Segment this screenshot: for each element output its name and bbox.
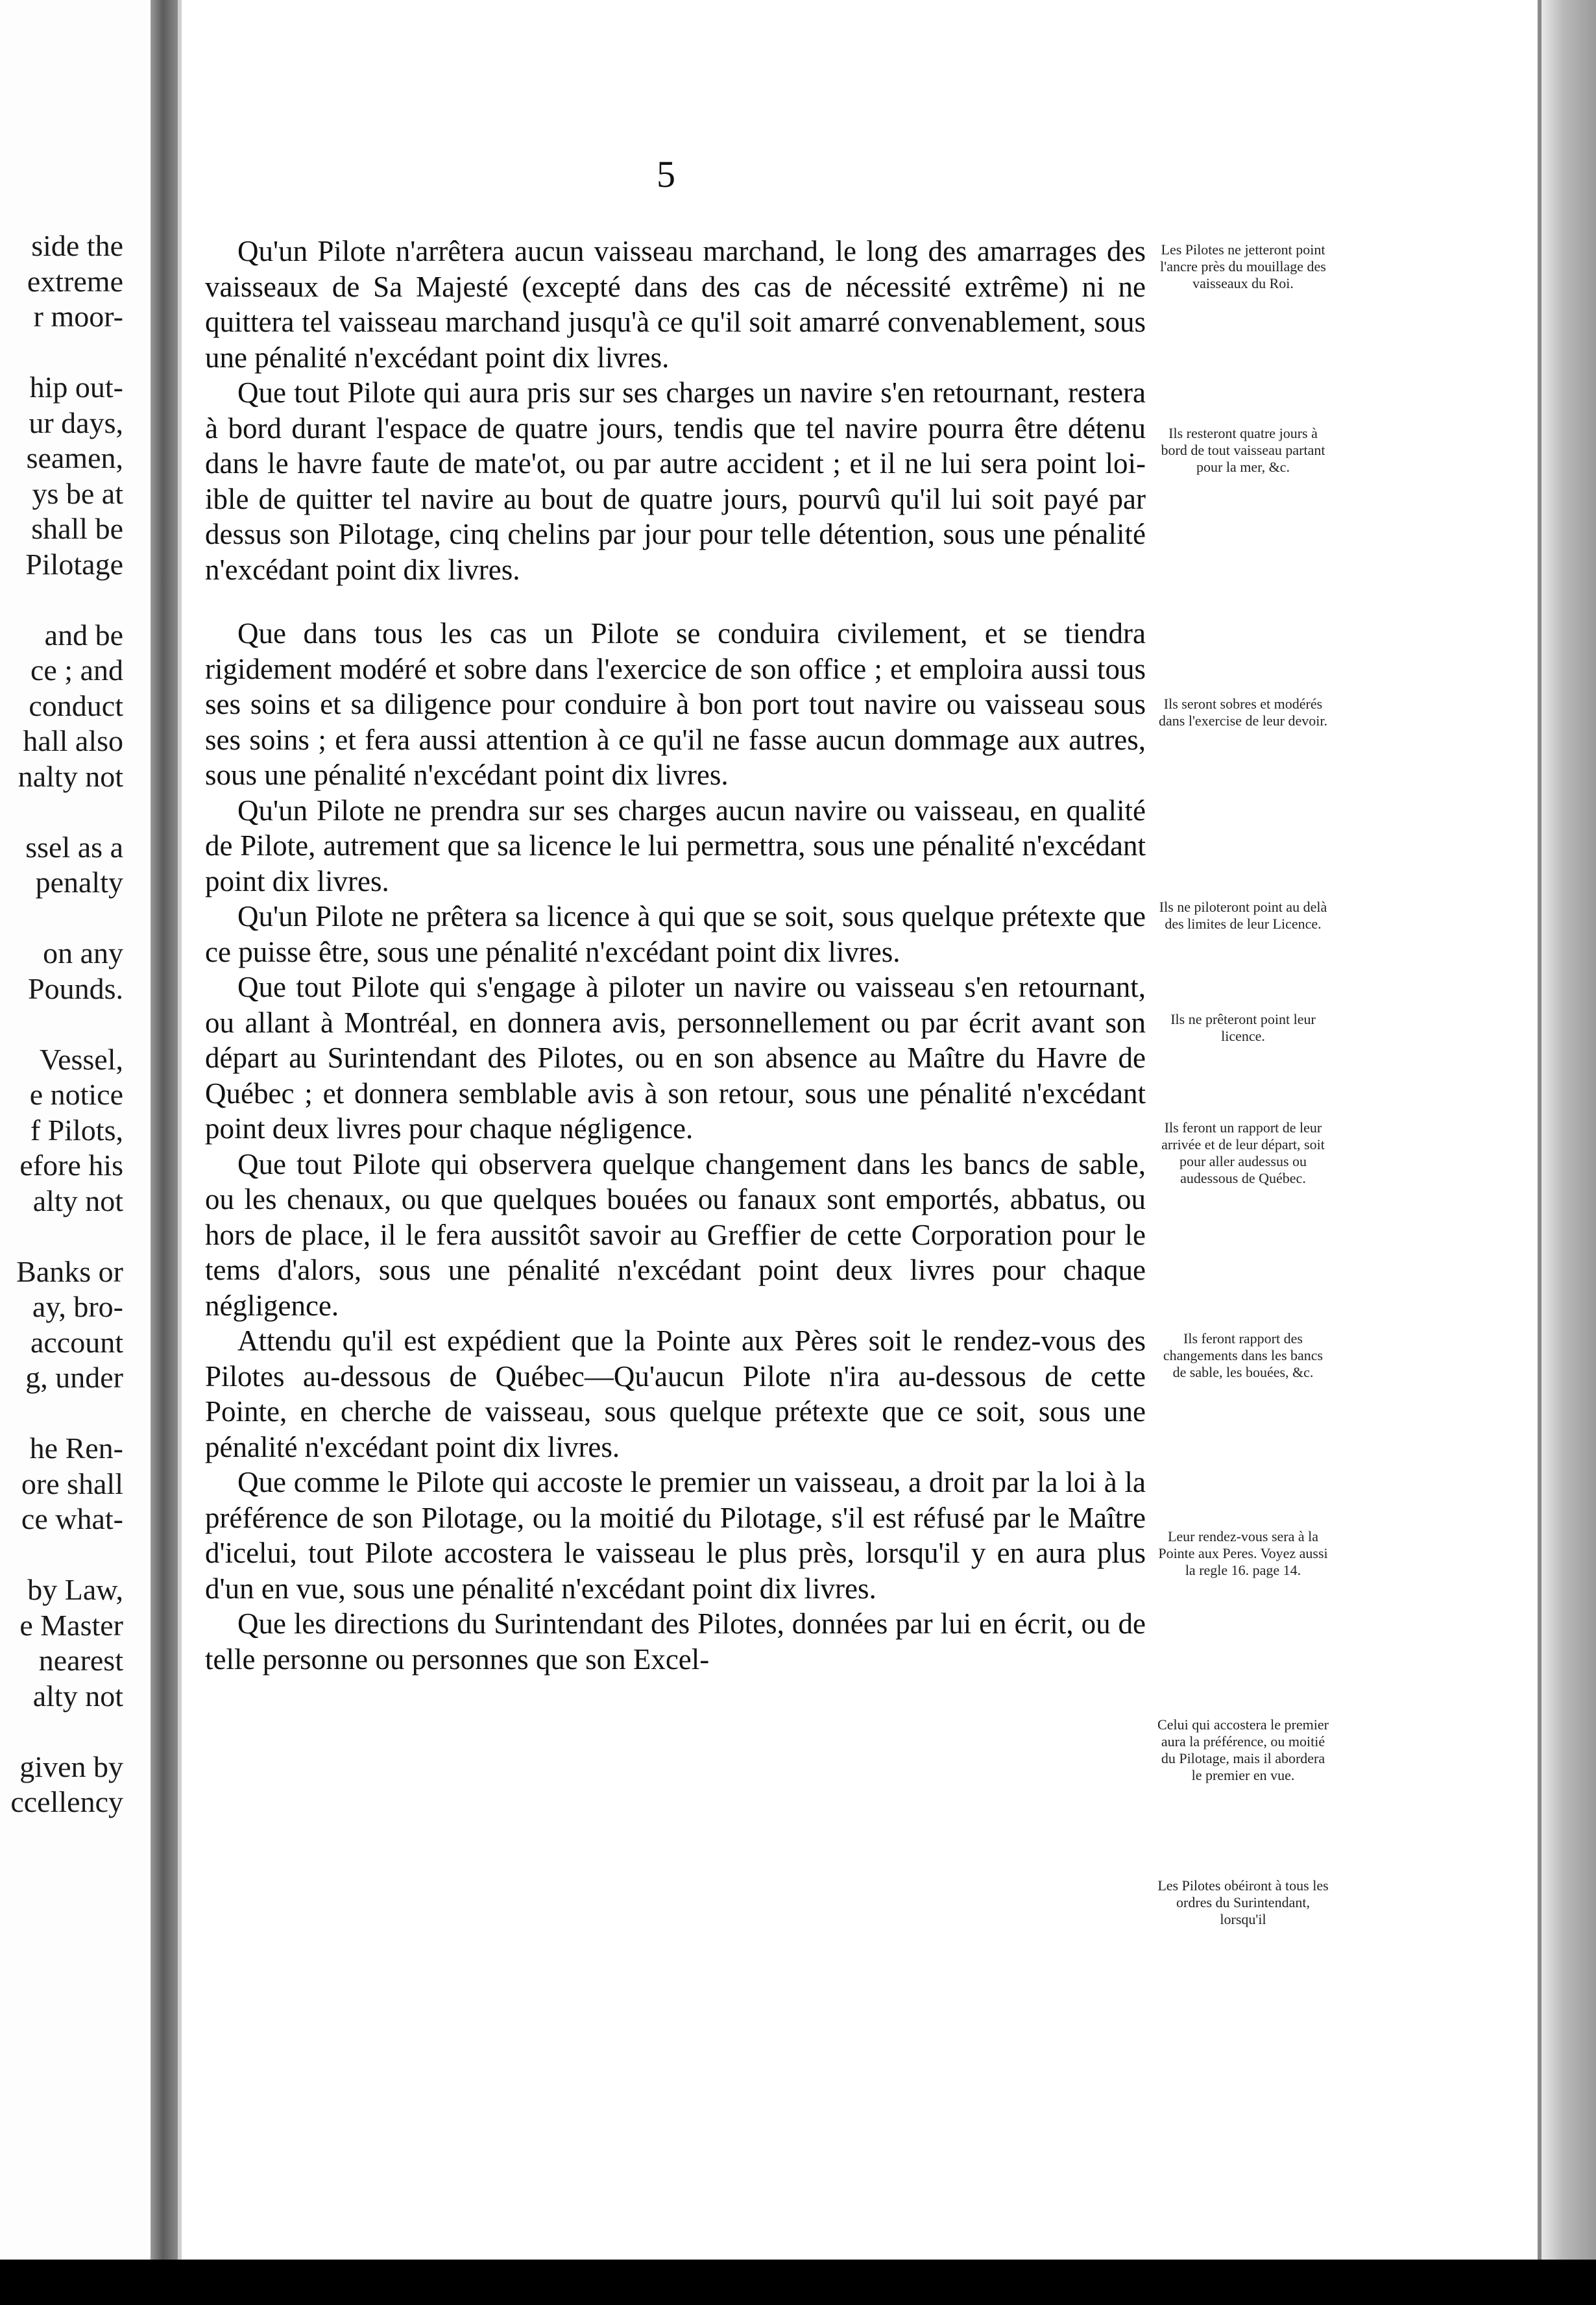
margin-note: Ils feront rapport des changements dans les bancs de sable, les bouées, &c. bbox=[1163, 1330, 1324, 1380]
facing-page-line: given by bbox=[19, 1750, 123, 1783]
facing-page-line: ore shall bbox=[21, 1467, 123, 1500]
margin-note: Ils feront un rapport de leur arrivée et de leur départ, soit pour aller audessus ou audessous de Québec. bbox=[1161, 1119, 1325, 1186]
facing-page-line: nearest bbox=[38, 1644, 123, 1677]
facing-page-line: conduct bbox=[29, 689, 123, 722]
paragraph-conduct: Que dans tous les cas un Pilote se conduira civilement, et se tiendra rigidement modéré et sobre dans l'exercice de son office ; et emploira aussi tous ses soins et sa diligence pour conduire à bon port tout navire ou vaisseau sous ses soins ; et fera aussi attention à ce qu'il ne fasse aucun dommage aux autres, sous une pénalité n'excédant point dix livres. bbox=[205, 617, 1146, 791]
facing-page-line: f Pilots, bbox=[30, 1113, 123, 1147]
margin-note: Ils ne prêteront point leur licence. bbox=[1170, 1011, 1316, 1044]
facing-page-line: alty not bbox=[32, 1679, 123, 1713]
facing-page-line: and be bbox=[44, 618, 123, 652]
paragraph-rendezvous: Attendu qu'il est expédient que la Pointe aux Pères soit le rendez-vous des Pilotes au-dessous de Québec—Qu'aucun Pilote n'ira au-dessous de cette Pointe, en cherche de vaisseau, sous quelque prétexte que ce soit, sous une pénalité n'excédant point dix livres. bbox=[205, 1324, 1146, 1463]
facing-page-line: extreme bbox=[27, 264, 123, 298]
paragraph-anchoring: Qu'un Pilote n'arrêtera aucun vaisseau marchand, le long des amarrages des vaisseaux de Sa Majesté (excepté dans des cas de nécessité extrême) ni ne quittera tel vaisseau marchand jusqu'à ce qu'il soit amarré convenablement, sous une pénalité n'excédant point dix livres. bbox=[205, 235, 1146, 374]
facing-page-line: account bbox=[30, 1325, 123, 1359]
facing-page-line: Vessel, bbox=[39, 1042, 123, 1076]
gutter-edge bbox=[178, 0, 182, 2305]
facing-page-line: alty not bbox=[32, 1184, 123, 1217]
facing-page-line: r moor- bbox=[33, 300, 123, 333]
facing-page-line: nalty not bbox=[18, 759, 123, 793]
facing-page-line: e notice bbox=[29, 1078, 123, 1111]
main-text bbox=[205, 234, 1146, 1677]
facing-page-line: penalty bbox=[35, 866, 123, 899]
margin-note: Celui qui accostera le premier aura la préférence, ou moitié du Pilotage, mais il abordera le premier en vue. bbox=[1157, 1716, 1329, 1783]
paragraph-four-days: Que tout Pilote qui aura pris sur ses charges un navire s'en retournant, restera à bord durant l'espace de quatre jours, tendis que tel navire pourra être détenu dans le havre faute de mate'ot, ou par autre accident ; et il ne lui sera point loi-ible de quitter tel navire au bout de quatre jours, pourvû qu'il lui soit payé par dessus son Pilotage, cinq chelins par jour pour telle détention, sous une pénalité n'excédant point dix livres. bbox=[205, 376, 1146, 586]
facing-page-fragment bbox=[0, 0, 151, 2305]
page-number: 5 bbox=[657, 153, 675, 195]
facing-page-line: g, under bbox=[25, 1361, 123, 1394]
margin-note: Ils seront sobres et modérés dans l'exercise de leur devoir. bbox=[1159, 696, 1327, 729]
facing-page-line: ccellency bbox=[10, 1785, 123, 1818]
margin-note: Ils ne piloteront point au delà des limites de leur Licence. bbox=[1159, 899, 1327, 932]
facing-page-line: ce ; and bbox=[30, 653, 123, 687]
facing-page-line: on any bbox=[43, 936, 123, 970]
scan-bottom-border bbox=[0, 2260, 1596, 2305]
facing-page-line: hall also bbox=[23, 724, 123, 757]
facing-page-line: by Law, bbox=[27, 1573, 123, 1606]
book-spine-shadow bbox=[151, 0, 178, 2305]
margin-note: Les Pilotes obéiront à tous les ordres du Surintendant, lorsqu'il bbox=[1157, 1877, 1329, 1927]
paragraph-licence-limits: Qu'un Pilote ne prendra sur ses charges aucun navire ou vaisseau, en qualité de Pilote, autrement que sa licence le lui permettra, sous une pénalité n'excédant point dix livres. bbox=[205, 794, 1146, 897]
facing-page-line: shall be bbox=[31, 512, 123, 545]
facing-page-line: Pilotage bbox=[25, 547, 123, 581]
paragraph-directions: Que les directions du Surintendant des Pilotes, données par lui en écrit, ou de telle personne ou personnes que son Excel- bbox=[205, 1607, 1146, 1676]
facing-page-line: ys be at bbox=[32, 476, 123, 510]
facing-page-line: he Ren- bbox=[29, 1432, 123, 1465]
facing-page-line: Banks or bbox=[16, 1254, 123, 1288]
page-edge-shadow bbox=[1542, 0, 1596, 2305]
facing-page-line: efore his bbox=[19, 1149, 123, 1182]
margin-note: Les Pilotes ne jetteront point l'ancre près du mouillage des vaisseaux du Roi. bbox=[1160, 241, 1326, 291]
facing-page-line: side the bbox=[31, 229, 123, 262]
facing-page-line: seamen, bbox=[26, 441, 123, 474]
paragraph-first-pilot: Que comme le Pilote qui accoste le premier un vaisseau, a droit par la loi à la préférence de son Pilotage, ou la moitié du Pilotage, s'il est réfusé par le Maître d'icelui, tout Pilote accostera le vaisseau le plus près, lorsqu'il y en aura plus d'un en vue, sous une pénalité n'excédant point dix livres. bbox=[205, 1466, 1146, 1605]
margin-note: Ils resteront quatre jours à bord de tout vaisseau partant pour la mer, &c. bbox=[1161, 425, 1325, 475]
facing-page-line: ur days, bbox=[29, 406, 123, 439]
paragraph-notice: Que tout Pilote qui s'engage à piloter un navire ou vaisseau s'en retournant, ou allant à Montréal, en donnera avis, personnellement ou par écrit avant son départ au Surintendant des Pilotes, ou en son absence au Maître du Havre de Québec ; et donnera semblable avis à son retour, sous une pénalité n'excédant point deux livres pour chaque négligence. bbox=[205, 971, 1146, 1145]
paragraph-lend-licence: Qu'un Pilote ne prêtera sa licence à qui que se soit, sous quelque prétexte que ce puisse être, sous une pénalité n'excédant point dix livres. bbox=[205, 900, 1146, 968]
paragraph-sandbanks: Que tout Pilote qui observera quelque changement dans les bancs de sable, ou les chenaux, ou que quelques bouées ou fanaux sont emportés, abbatus, ou hors de place, il le fera aussitôt savoir au Greffier de cette Corporation pour le tems d'alors, sous une pénalité n'excédant point deux livres pour chaque négligence. bbox=[205, 1147, 1146, 1322]
facing-page-line: e Master bbox=[19, 1608, 123, 1642]
facing-page-line: ce what- bbox=[21, 1502, 123, 1535]
facing-page-line: hip out- bbox=[29, 371, 123, 404]
margin-note: Leur rendez-vous sera à la Pointe aux Peres. Voyez aussi la regle 16. page 14. bbox=[1158, 1528, 1328, 1578]
facing-page-line: ay, bro- bbox=[32, 1290, 123, 1323]
facing-page-line: ssel as a bbox=[25, 830, 123, 864]
facing-page-line: Pounds. bbox=[28, 971, 123, 1005]
